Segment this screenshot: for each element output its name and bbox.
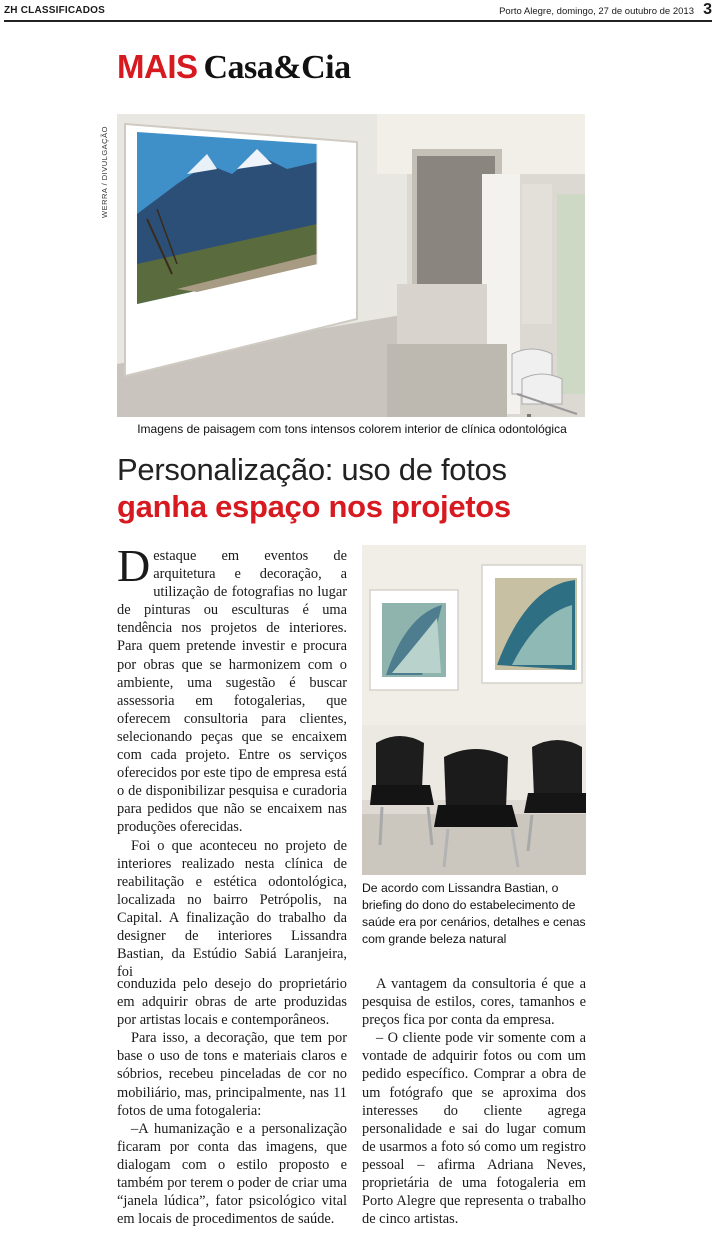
page-number: 3	[703, 1, 712, 18]
brand-mais: MAIS	[117, 48, 198, 85]
article-paragraph-4: –A humanização e a personalização ficaram por conta das imagens, que dialogam com o estilo proposto e também por terem o poder de criar uma “janela lúdica”, fator psicológico vital em locais de procedimentos de saúde.	[117, 1120, 347, 1228]
drop-cap: D	[117, 540, 151, 591]
main-photo	[117, 114, 585, 417]
photo-credit-text: WERRA / DIVULGAÇÃO	[100, 126, 109, 218]
article-column-left-bottom	[117, 975, 347, 1228]
secondary-photo	[362, 545, 586, 875]
article-paragraph-5: A vantagem da consultoria é que a pesquisa de estilos, cores, tamanhos e preços fica por conta da empresa.	[362, 976, 586, 1029]
paragraph-1-text: estaque em eventos de arquitetura e decoração, a utilização de fotografias no lugar de pinturas ou esculturas é uma tendência nos projetos de interiores. Para quem pretende investir e procura por obras que se harmonizem com o ambiente, uma sugestão é buscar assessoria em fotogalerias, que oferecem consultoria para clientes, selecionando peças que se encaixem com cada projeto. Entre os serviços oferecidos por este tipo de empresa está o de disponibilizar pesquisa e curadoria para pedidos que não se encaixem nas produções oferecidas.	[117, 548, 347, 836]
main-photo-caption: Imagens de paisagem com tons intensos colorem interior de clínica odontológica	[137, 422, 567, 436]
brand-casa-cia: Casa&Cia	[203, 49, 351, 86]
headline-line-1: Personalização: uso de fotos	[117, 452, 507, 487]
article-headline	[117, 452, 597, 526]
article-column-right-bottom	[362, 975, 586, 1228]
page-header	[4, 1, 712, 22]
dateline: Porto Alegre, domingo, 27 de outubro de 2013	[499, 6, 694, 17]
article-paragraph-1	[117, 540, 347, 837]
article-column-left-top	[117, 540, 347, 981]
section-label: ZH CLASSIFICADOS	[4, 5, 105, 16]
article-paragraph-2-cont: conduzida pelo desejo do proprietário em adquirir obras de arte produzidas por artistas locais e contemporâneos.	[117, 976, 347, 1029]
article-paragraph-2: Foi o que aconteceu no projeto de interiores realizado nesta clínica de reabilitação e estética odontológica, localizada no bairro Petrópolis, na Capital. A finalização do trabalho da designer de interiores Lissandra Bastian, da Estúdio Sabiá Laranjeira, foi	[117, 837, 347, 981]
clinic-interior-photo	[117, 114, 585, 417]
secondary-photo-caption: De acordo com Lissandra Bastian, o briefing do dono do estabelecimento de saúde era por cenários, detalhes e cenas com grande beleza natural	[362, 881, 586, 946]
article-paragraph-6: – O cliente pode vir somente com a vontade de adquirir fotos ou com um pedido específico. Comprar a obra de um fotógrafo que se aproxima dos interesses do cliente agrega personalidade e sai do lugar comum de usarmos a foto só como um registro pessoal – afirma Adriana Neves, proprietária de uma fotogaleria em Porto Alegre que representa o trabalho de cinco artistas.	[362, 1030, 586, 1228]
article-paragraph-3: Para isso, a decoração, que tem por base o uso de tons e materiais claros e sóbrios, recebeu pinceladas de cor no mobiliário, mas, principalmente, nas 11 fotos de uma fotogaleria:	[117, 1030, 347, 1119]
headline-line-2: ganha espaço nos projetos	[117, 489, 511, 524]
waiting-room-photo	[362, 545, 586, 875]
section-brand	[117, 48, 351, 88]
photo-credit	[100, 118, 112, 218]
